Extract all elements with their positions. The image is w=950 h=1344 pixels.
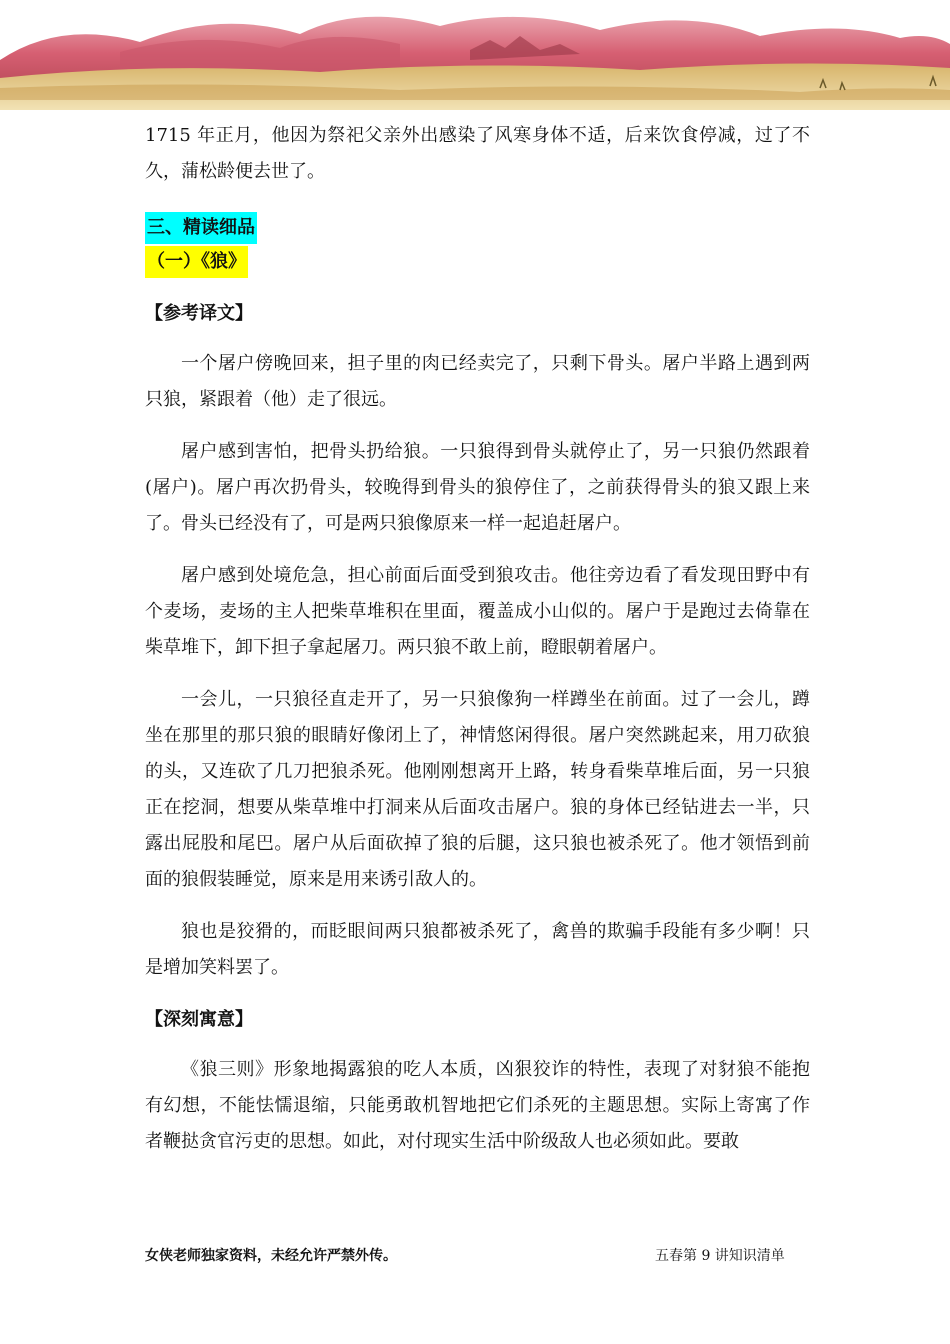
section-title: 三、精读细品 [145,212,257,244]
translation-paragraph-1: 一个屠户傍晚回来，担子里的肉已经卖完了，只剩下骨头。屠户半路上遇到两只狼，紧跟着（他）走了很远。 [145,353,810,410]
meaning-paragraph: 《狼三则》形象地揭露狼的吃人本质，凶狠狡诈的特性，表现了对豺狼不能抱有幻想，不能怯懦退缩，只能勇敢机智地把它们杀死的主题思想。实际上寄寓了作者鞭挞贪官污吏的思想。如此，对付现实生活中阶级敌人也必须如此。要敢 [145,1059,810,1152]
page-content [145,118,810,1160]
footer-lesson-title: 五春第 9 讲知识清单 [655,1248,785,1264]
translation-paragraph-2: 屠户感到害怕，把骨头扔给狼。一只狼得到骨头就停止了，另一只狼仍然跟着(屠户)。屠户再次扔骨头，较晚得到骨头的狼停住了，之前获得骨头的狼又跟上来了。骨头已经没有了，可是两只狼像原来一样一起追赶屠户。 [145,441,810,534]
translation-paragraph-3: 屠户感到处境危急，担心前面后面受到狼攻击。他往旁边看了看发现田野中有个麦场，麦场的主人把柴草堆积在里面，覆盖成小山似的。屠户于是跑过去倚靠在柴草堆下，卸下担子拿起屠刀。两只狼不敢上前，瞪眼朝着屠户。 [145,565,810,658]
translation-paragraph-5: 狼也是狡猾的，而眨眼间两只狼都被杀死了，禽兽的欺骗手段能有多少啊！只是增加笑料罢了。 [145,921,810,978]
section-subtitle: （一）《狼》 [145,246,248,278]
translation-paragraph-4: 一会儿，一只狼径直走开了，另一只狼像狗一样蹲坐在前面。过了一会儿，蹲坐在那里的那只狼的眼睛好像闭上了，神情悠闲得很。屠户突然跳起来，用刀砍狼的头，又连砍了几刀把狼杀死。他刚刚想离开上路，转身看柴草堆后面，另一只狼正在挖洞，想要从柴草堆中打洞来从后面攻击屠户。狼的身体已经钻进去一半，只露出屁股和尾巴。屠户从后面砍掉了狼的后腿，这只狼也被杀死了。他才领悟到前面的狼假装睡觉，原来是用来诱引敌人的。 [145,689,810,890]
intro-paragraph: 1715 年正月，他因为祭祀父亲外出感染了风寒身体不适，后来饮食停减，过了不久，蒲松龄便去世了。 [145,125,810,182]
header-landscape-banner [0,0,950,110]
meaning-label: 【深刻寓意】 [145,1009,253,1030]
footer-copyright: 女侠老师独家资料，未经允许严禁外传。 [145,1248,397,1264]
translation-label: 【参考译文】 [145,303,253,324]
